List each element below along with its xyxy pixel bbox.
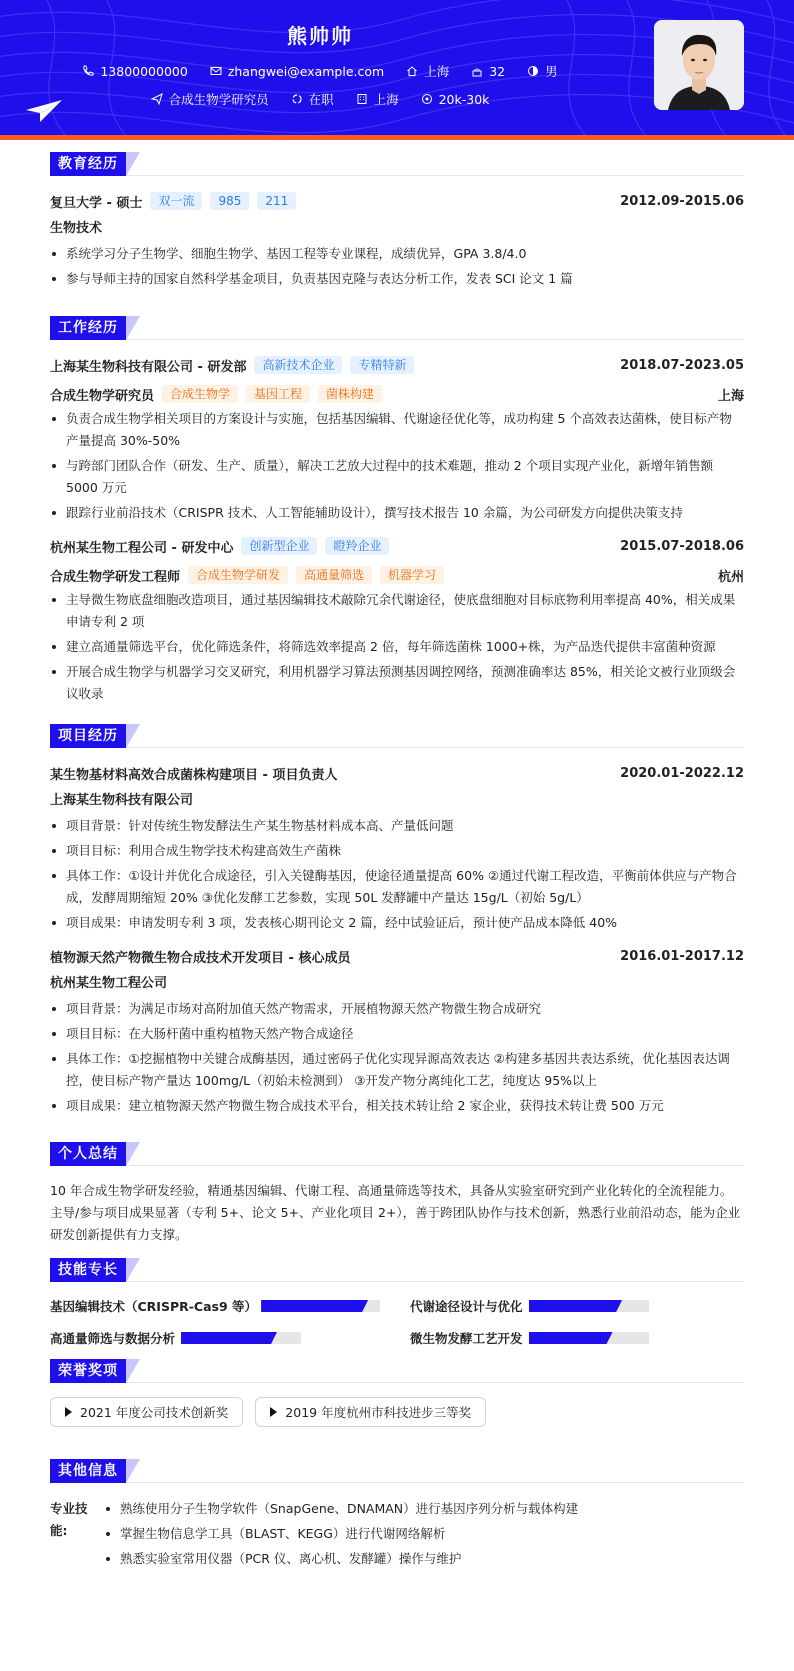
work-role-row bbox=[50, 564, 744, 586]
cake-icon bbox=[471, 65, 483, 77]
work-bullets bbox=[50, 408, 744, 524]
other-label: 专业技能: bbox=[50, 1501, 88, 1538]
avatar bbox=[654, 20, 744, 110]
phone-item bbox=[82, 62, 187, 80]
job-intent-row bbox=[0, 90, 640, 108]
skill-bar bbox=[261, 1300, 380, 1312]
mail-icon bbox=[210, 65, 222, 77]
project-bullets bbox=[50, 815, 744, 934]
summary-title bbox=[50, 1142, 744, 1166]
project-org: 杭州某生物工程公司 bbox=[50, 976, 168, 991]
work-entry-header bbox=[50, 354, 744, 376]
skills-title bbox=[50, 1258, 744, 1282]
work-location: 杭州 bbox=[717, 569, 744, 585]
education-entry-header bbox=[50, 190, 744, 212]
target-city-item bbox=[356, 90, 399, 108]
school-tag: 211 bbox=[257, 192, 296, 210]
role-name: 合成生物学研发工程师 bbox=[50, 569, 181, 585]
skill-item bbox=[50, 1328, 380, 1348]
project-bullets bbox=[50, 998, 744, 1117]
project-name: 植物源天然产物微生物合成技术开发项目 - 核心成员 bbox=[50, 950, 351, 966]
role-tag: 高通量筛选 bbox=[296, 566, 372, 584]
gender-icon bbox=[527, 65, 539, 77]
list-item: 具体工作：①设计并优化合成途径，引入关键酶基因，使途径通量提高 60% ②通过代谢工程改造，平衡前体供应与产物合成，发酵周期缩短 20% ③优化发酵工艺参数，实现 50L 发酵罐中产量达 15g/L（初始 5g/L） bbox=[50, 865, 744, 909]
work-date: 2015.07-2018.06 bbox=[620, 538, 744, 554]
target-city-text: 上海 bbox=[373, 92, 399, 107]
contact-row bbox=[0, 62, 640, 80]
section-title-tag: 教育经历 bbox=[50, 152, 126, 176]
company-tag: 专精特新 bbox=[350, 356, 414, 374]
list-item: 项目目标：利用合成生物学技术构建高效生产菌株 bbox=[50, 840, 744, 862]
role-tag: 合成生物学研发 bbox=[188, 566, 288, 584]
section-title-tag: 工作经历 bbox=[50, 316, 126, 340]
city-item bbox=[406, 62, 449, 80]
phone-icon bbox=[82, 65, 94, 77]
award-item bbox=[255, 1397, 486, 1427]
school-tag: 985 bbox=[210, 192, 249, 210]
salary-item bbox=[421, 90, 490, 108]
list-item: 掌握生物信息学工具（BLAST、KEGG）进行代谢网络解析 bbox=[104, 1523, 744, 1545]
position-item bbox=[151, 90, 269, 108]
gender-text: 男 bbox=[545, 64, 558, 79]
projects-section bbox=[50, 724, 744, 1117]
award-text: 2019 年度杭州市科技进步三等奖 bbox=[285, 1405, 472, 1420]
other-title bbox=[50, 1459, 744, 1483]
section-title-tag: 其他信息 bbox=[50, 1459, 126, 1483]
email-address: zhangwei@example.com bbox=[227, 63, 385, 79]
play-icon bbox=[270, 1407, 277, 1417]
role-tag: 菌株构建 bbox=[318, 385, 382, 403]
company-tag: 瞪羚企业 bbox=[325, 537, 389, 555]
city-text: 上海 bbox=[424, 64, 450, 79]
skill-item bbox=[410, 1296, 740, 1316]
award-item bbox=[50, 1397, 243, 1427]
list-item: 项目目标：在大肠杆菌中重构植物天然产物合成途径 bbox=[50, 1023, 744, 1045]
education-date: 2012.09-2015.06 bbox=[620, 193, 744, 209]
company-name: 上海某生物科技有限公司 - 研发部 bbox=[50, 359, 247, 375]
money-icon bbox=[421, 93, 433, 105]
skill-item bbox=[50, 1296, 380, 1316]
skill-bar bbox=[529, 1300, 649, 1312]
list-item: 主导微生物底盘细胞改造项目，通过基因编辑技术敲除冗余代谢途径，使底盘细胞对目标底物利用率提高 40%，相关成果申请专利 2 项 bbox=[50, 589, 744, 633]
list-item: 跟踪行业前沿技术（CRISPR 技术、人工智能辅助设计），撰写技术报告 10 余篇，为公司研发方向提供决策支持 bbox=[50, 502, 744, 524]
status-text: 在职 bbox=[308, 92, 334, 107]
position-text: 合成生物学研究员 bbox=[168, 92, 269, 107]
list-item: 负责合成生物学相关项目的方案设计与实施，包括基因编辑、代谢途径优化等，成功构建 5 个高效表达菌株，使目标产物产量提高 30%-50% bbox=[50, 408, 744, 452]
home-icon bbox=[406, 65, 418, 77]
role-name: 合成生物学研究员 bbox=[50, 388, 155, 404]
company-tag: 高新技术企业 bbox=[254, 356, 342, 374]
education-section bbox=[50, 152, 744, 290]
skill-bar-fill bbox=[261, 1300, 368, 1312]
other-skills bbox=[50, 1495, 744, 1570]
resume-header bbox=[0, 0, 794, 140]
school-name: 复旦大学 - 硕士 bbox=[50, 195, 143, 211]
skill-bar-fill bbox=[529, 1332, 613, 1344]
candidate-name: 熊帅帅 bbox=[287, 24, 353, 48]
skills-section bbox=[50, 1258, 744, 1348]
list-item: 熟练使用分子生物学软件（SnapGene、DNAMAN）进行基因序列分析与载体构建 bbox=[104, 1498, 744, 1520]
skill-name: 高通量筛选与数据分析 bbox=[50, 1331, 176, 1346]
list-item: 项目背景：为满足市场对高附加值天然产物需求，开展植物源天然产物微生物合成研究 bbox=[50, 998, 744, 1020]
section-title-tag: 技能专长 bbox=[50, 1258, 126, 1282]
list-item: 项目背景：针对传统生物发酵法生产某生物基材料成本高、产量低问题 bbox=[50, 815, 744, 837]
other-bullets bbox=[104, 1495, 744, 1570]
awards-list bbox=[50, 1397, 744, 1427]
list-item: 与跨部门团队合作（研发、生产、质量），解决工艺放大过程中的技术难题，推动 2 个项目实现产业化，新增年销售额 5000 万元 bbox=[50, 455, 744, 499]
skill-bar-fill bbox=[529, 1300, 623, 1312]
phone-number: 13800000000 bbox=[100, 63, 188, 79]
skill-bar bbox=[529, 1332, 649, 1344]
skill-name: 代谢途径设计与优化 bbox=[410, 1299, 523, 1314]
work-bullets bbox=[50, 589, 744, 705]
company-tag: 创新型企业 bbox=[241, 537, 317, 555]
list-item: 熟悉实验室常用仪器（PCR 仪、离心机、发酵罐）操作与维护 bbox=[104, 1548, 744, 1570]
awards-section bbox=[50, 1359, 744, 1427]
company-name: 杭州某生物工程公司 - 研发中心 bbox=[50, 540, 234, 556]
list-item: 项目成果：申请发明专利 3 项，发表核心期刊论文 2 篇，经中试验证后，预计使产品成本降低 40% bbox=[50, 912, 744, 934]
education-title bbox=[50, 152, 744, 176]
building-icon bbox=[356, 93, 368, 105]
summary-text: 10 年合成生物学研发经验，精通基因编辑、代谢工程、高通量筛选等技术，具备从实验室研究到产业化转化的全流程能力。主导/参与项目成果显著（专利 5+、论文 5+、产业化项目 2+），善于跨团队协作与技术创新，熟悉行业前沿动态，能为企业研发创新提供有力支撑。 bbox=[50, 1183, 741, 1242]
section-title-tag: 个人总结 bbox=[50, 1142, 126, 1166]
role-tag: 机器学习 bbox=[380, 566, 444, 584]
summary-section bbox=[50, 1142, 744, 1246]
section-title-tag: 项目经历 bbox=[50, 724, 126, 748]
project-date: 2016.01-2017.12 bbox=[620, 948, 744, 964]
award-text: 2021 年度公司技术创新奖 bbox=[80, 1405, 229, 1420]
awards-title bbox=[50, 1359, 744, 1383]
list-item: 系统学习分子生物学、细胞生物学、基因工程等专业课程，成绩优异，GPA 3.8/4.0 bbox=[50, 243, 744, 265]
project-date: 2020.01-2022.12 bbox=[620, 765, 744, 781]
header-accent-stripe bbox=[0, 135, 794, 140]
projects-title bbox=[50, 724, 744, 748]
project-entry-header bbox=[50, 945, 744, 967]
role-tag: 基因工程 bbox=[246, 385, 310, 403]
play-icon bbox=[65, 1407, 72, 1417]
skill-name: 基因编辑技术（CRISPR-Cas9 等） bbox=[50, 1299, 258, 1314]
skill-name: 微生物发酵工艺开发 bbox=[410, 1331, 523, 1346]
section-title-tag: 荣誉奖项 bbox=[50, 1359, 126, 1383]
role-tag: 合成生物学 bbox=[162, 385, 238, 403]
school-tag: 双一流 bbox=[150, 192, 202, 210]
sync-icon bbox=[291, 93, 303, 105]
list-item: 建立高通量筛选平台，优化筛选条件，将筛选效率提高 2 倍，每年筛选菌株 1000+株，为产品迭代提供丰富菌种资源 bbox=[50, 636, 744, 658]
skill-item bbox=[410, 1328, 740, 1348]
profile-photo bbox=[654, 20, 744, 110]
salary-text: 20k-30k bbox=[438, 91, 490, 107]
status-item bbox=[291, 90, 334, 108]
project-name: 某生物基材料高效合成菌株构建项目 - 项目负责人 bbox=[50, 767, 338, 783]
age-item bbox=[471, 62, 505, 80]
list-item: 具体工作：①挖掘植物中关键合成酶基因，通过密码子优化实现异源高效表达 ②构建多基因共表达系统，优化基因表达调控，使目标产物产量达 100mg/L（初始未检测到） ③开发产物分离纯化工艺，纯度达 95%以上 bbox=[50, 1048, 744, 1092]
gender-item bbox=[527, 62, 558, 80]
major-name: 生物技术 bbox=[50, 221, 103, 236]
project-entry-header bbox=[50, 762, 744, 784]
other-section bbox=[50, 1459, 744, 1570]
work-date: 2018.07-2023.05 bbox=[620, 357, 744, 373]
work-entry-header bbox=[50, 535, 744, 557]
education-bullets bbox=[50, 243, 744, 290]
skill-bar bbox=[181, 1332, 301, 1344]
age-text: 32 bbox=[489, 63, 506, 79]
work-section bbox=[50, 316, 744, 705]
work-location: 上海 bbox=[717, 388, 744, 404]
list-item: 项目成果：建立植物源天然产物微生物合成技术平台，相关技术转让给 2 家企业，获得技术转让费 500 万元 bbox=[50, 1095, 744, 1117]
skills-grid bbox=[50, 1296, 744, 1348]
list-item: 开展合成生物学与机器学习交叉研究，利用机器学习算法预测基因调控网络，预测准确率达 85%，相关论文被行业顶级会议收录 bbox=[50, 661, 744, 705]
list-item: 参与导师主持的国家自然科学基金项目，负责基因克隆与表达分析工作，发表 SCI 论文 1 篇 bbox=[50, 268, 744, 290]
send-icon bbox=[151, 93, 163, 105]
work-role-row bbox=[50, 383, 744, 405]
skill-bar-fill bbox=[181, 1332, 277, 1344]
work-title bbox=[50, 316, 744, 340]
email-item bbox=[210, 62, 384, 80]
project-org: 上海某生物科技有限公司 bbox=[50, 793, 194, 808]
